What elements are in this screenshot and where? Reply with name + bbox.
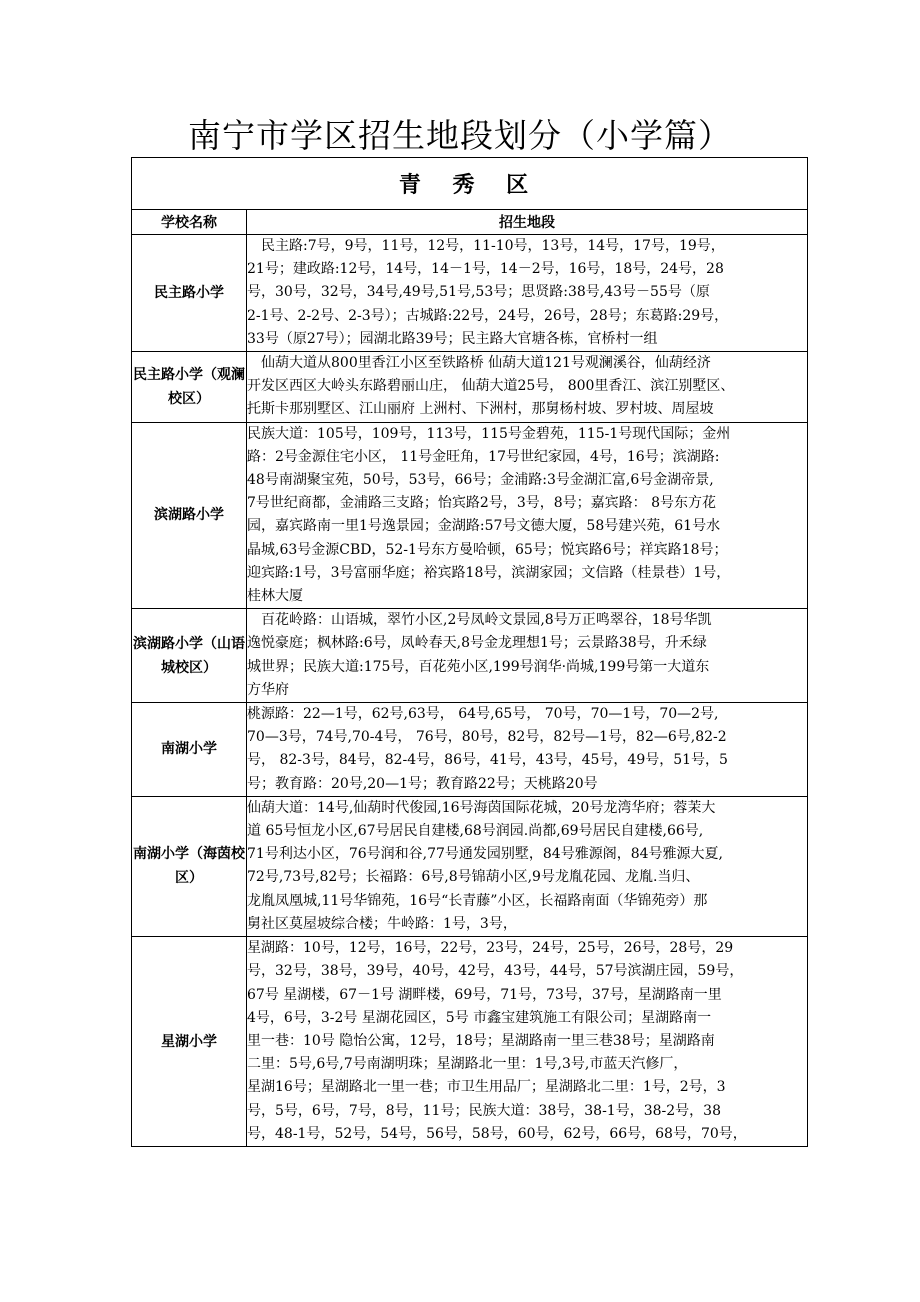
area-line: 二里：5号,6号,7号南湖明珠；星湖路北一里：1号,3号,市蓝天汽修厂， (247, 1056, 688, 1073)
school-row (132, 703, 808, 797)
area-line: 48号南湖聚宝苑，50号，53号，66号；金浦路:3号金湖汇富,6号金湖帝景, (247, 472, 714, 489)
enrollment-area (247, 796, 808, 936)
area-line: 号，32号，38号，39号，40号，42号，43号，44号，57号滨湖庄园，59号， (247, 963, 744, 980)
school-row (132, 422, 808, 609)
area-line: 逸悦豪庭；枫林路:6号，凤岭春天,8号金龙理想1号；云景路38号，升禾绿 (247, 635, 707, 652)
school-row (132, 937, 808, 1147)
area-line: 21号；建政路:12号，14号，14－1号，14－2号，16号，18号，24号，28 (247, 261, 724, 278)
area-line: 2-1号、2-2号、2-3号）；古城路:22号，24号，26号，28号；东葛路:29号， (247, 307, 729, 324)
header-school-name: 学校名称 (132, 210, 247, 235)
area-line: 百花岭路：山语城，翠竹小区,2号凤岭文景园,8号万正鸣翠谷，18号华凯 (247, 612, 712, 629)
document-title: 南宁市学区招生地段划分（小学篇） (188, 116, 732, 155)
area-line: 号，30号，32号，34号,49号,51号,53号；思贤路:38号,43号－55号（原 (247, 284, 710, 301)
school-name: 滨湖路小学（山语城校区） (132, 609, 247, 703)
district-heading: 青 秀 区 (132, 158, 808, 210)
area-line: 民主路:7号，9号，11号，12号，11-10号，13号，14号，17号，19号， (247, 238, 725, 254)
area-line: 7号世纪商都，金浦路三支路；怡宾路2号，3号，8号；嘉宾路： 8号东方花 (247, 495, 716, 512)
header-enrollment-area: 招生地段 (247, 210, 808, 235)
area-line: 民族大道：105号，109号，113号，115号金碧苑，115-1号现代国际；金州 (247, 425, 731, 442)
area-line: 71号利达小区，76号润和谷,77号通发园别墅，84号雅源阁，84号雅源大夏, (247, 846, 723, 863)
school-row (132, 352, 808, 423)
enrollment-area (247, 937, 808, 1147)
school-name: 南湖小学（海茵校区） (132, 796, 247, 936)
area-line: 舅社区莫屋坡综合楼；牛岭路：1号，3号， (247, 915, 517, 932)
enrollment-area (247, 235, 808, 352)
area-line: 星湖16号；星湖路北一里一巷；市卫生用品厂；星湖路北二里：1号，2号，3 (247, 1079, 726, 1096)
enrollment-table (131, 157, 808, 1147)
area-line: 迎宾路:1号，3号富丽华庭；裕宾路18号，滨湖家园；文信路（桂景巷）1号， (247, 564, 731, 581)
enrollment-area (247, 422, 808, 609)
area-line: 晶城,63号金源CBD，52-1号东方曼哈顿，65号；悦宾路6号；祥宾路18号； (247, 541, 728, 558)
school-row (132, 235, 808, 352)
area-line: 67号 星湖楼，67－1号 湖畔楼，69号，71号，73号，37号，星湖路南一里 (247, 986, 722, 1003)
enrollment-area (247, 703, 808, 797)
area-line: 桂林大厦 (247, 588, 303, 605)
area-line: 72号,73号,82号；长福路：6号,8号锦葫小区,9号龙胤花园、龙胤.当归、 (247, 869, 700, 886)
area-line: 星湖路：10号，12号，16号，22号，23号，24号，25号，26号，28号，29 (247, 940, 734, 957)
school-row (132, 609, 808, 703)
area-line: 方华府 (247, 681, 289, 698)
area-line: 号， 82-3号，84号，82-4号，86号，41号，43号，45号，49号，51号，5 (247, 752, 728, 769)
school-name: 星湖小学 (132, 937, 247, 1147)
area-line: 开发区西区大岭头东路碧丽山庄， 仙葫大道25号， 800里香江、滨江别墅区、 (247, 378, 735, 395)
school-name: 南湖小学 (132, 703, 247, 797)
area-line: 33号（原27号）；园湖北路39号；民主路大官塘各栋，官桥村一组 (247, 330, 658, 347)
area-line: 4号，6号，3-2号 星湖花园区，5号 市鑫宝建筑施工有限公司；星湖路南一 (247, 1009, 712, 1026)
area-line: 桃源路：22—1号，62号,63号， 64号,65号， 70号，70—1号，70—2号, (247, 706, 719, 723)
school-row (132, 796, 808, 936)
area-line: 仙葫大道从800里香江小区至铁路桥 仙葫大道121号观澜溪谷，仙葫经济 (247, 355, 711, 372)
area-line: 仙葫大道：14号,仙葫时代俊园,16号海茵国际花城，20号龙湾华府；蓉茉大 (247, 799, 716, 816)
area-line: 园，嘉宾路南一里1号逸景园；金湖路:57号文德大厦，58号建兴苑，61号水 (247, 518, 721, 535)
area-line: 道 65号恒龙小区,67号居民自建楼,68号润园.尚都,69号居民自建楼,66号, (247, 823, 704, 840)
enrollment-area (247, 609, 808, 703)
school-name: 民主路小学（观澜校区） (132, 352, 247, 423)
area-line: 号；教育路：20号,20—1号；教育路22号；天桃路20号 (247, 775, 598, 792)
area-line: 号，5号，6号，7号，8号，11号；民族大道：38号，38-1号，38-2号，38 (247, 1102, 721, 1119)
area-line: 70—3号，74号,70-4号， 76号，80号，82号，82号—1号，82—6号,82-2 (247, 729, 727, 746)
area-line: 里一巷：10号 隐怡公寓，12号，18号；星湖路南一里三巷38号；星湖路南 (247, 1032, 715, 1049)
area-line: 城世界；民族大道:175号，百花苑小区,199号润华·尚城,199号第一大道东 (247, 658, 710, 675)
area-line: 托斯卡那别墅区、江山丽府 上洲村、下洲村，那舅杨村坡、罗村坡、周屋坡 (247, 401, 714, 418)
area-line: 号，48-1号，52号，54号，56号，58号，60号，62号，66号，68号，70号， (247, 1125, 747, 1142)
enrollment-area (247, 352, 808, 423)
school-name: 民主路小学 (132, 235, 247, 352)
school-name: 滨湖路小学 (132, 422, 247, 609)
area-line: 路：2号金源住宅小区， 11号金旺角，17号世纪家园，4号，16号；滨湖路: (247, 448, 720, 465)
area-line: 龙胤凤凰城,11号华锦苑，16号“长青藤”小区，长福路南面（华锦苑旁）那 (247, 892, 708, 909)
